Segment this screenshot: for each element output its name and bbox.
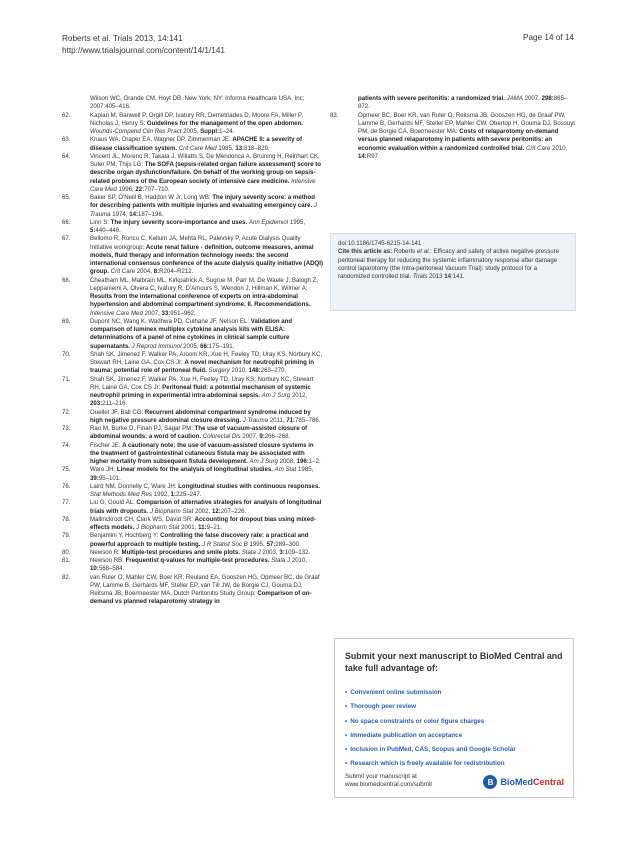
reference-text: Opmeer BC, Boer KR, van Ruler O, Reitsma JB, Gooszen HG, de Graaf PW, Lamme B, Gerhards MF, Steller EP, Mahler CW, Obertop H, Gouma DJ, Bossuyt PM, de Borgie CA, Boermeester MA: Costs of relaparotomy on-demand versus planned relaparotomy in patients with severe peritonitis: an economic evaluation within a randomized controlled trial. Crit Care 2010, 14:R97. — [358, 111, 575, 160]
reference-item — [62, 557, 324, 574]
reference-item — [62, 574, 324, 607]
reference-number: 82. — [62, 573, 71, 581]
reference-number: 69. — [62, 317, 71, 325]
reference-number: 81. — [62, 557, 71, 564]
reference-item — [62, 219, 324, 236]
reference-number: 80. — [62, 548, 71, 556]
reference-text: Vincent JL, Moreno R, Takala J, Willatts S, De Mendonca A, Bruining H, Reinhart CK, Suter PM, Thijs LG: The SOFA (sepsis-related organ failure assessment) score to describe organ dysfunction/failure. On behalf of the working group on sepsis-related problems of the European society of intensive care medicine. Intensive Care Med 1996, 22:707–710. — [90, 152, 321, 193]
reference-item — [330, 112, 578, 162]
reference-text: Fischer JE: A cautionary note: the use of vacuum-assisted closure systems in the treatment of gastrointestinal cutaneous fistula may be associated with higher mortality from subsequent fistula development. Am J Surg 2008, 196:1–2. — [90, 441, 321, 465]
biomed-central-logo — [483, 775, 564, 789]
reference-item — [62, 351, 324, 376]
references-right-column — [330, 95, 578, 161]
reference-number: 71. — [62, 375, 71, 383]
reference-text: Ouellet JF, Ball CG: Recurrent abdominal compartment syndrome induced by high negative pressure abdominal closure dressing. J Trauma 2011, 71:785–786. — [90, 408, 321, 424]
reference-number: 79. — [62, 532, 71, 540]
citation-box — [330, 233, 576, 311]
reference-item — [62, 112, 324, 137]
promo-benefit-item: • Convenient online submission — [345, 686, 516, 700]
reference-text: Ware JH: Linear models for the analysis of longitudinal studies. Am Stat 1985, 39:95–101. — [90, 466, 314, 482]
reference-text: Shah SK, Jimenez F, Walker PA, Xue H, Feeley TD, Uray KS, Norbury KC, Stewart RH, Laine GA, Cox CS Jr: Peritoneal fluid: a potential mechanism of systemic neutrophil priming in experimental intra-abdominal sepsis. Am J Surg 2012, 203:211–216. — [90, 375, 314, 408]
reference-item — [330, 95, 578, 112]
reference-item — [62, 318, 324, 351]
promo-benefit-item: • Immediate publication on acceptance — [345, 729, 516, 743]
reference-number: 73. — [62, 425, 71, 432]
reference-text: Mallinckrodt CH, Clark WS, David SR: Accounting for dropout bias using mixed-effects models. J Biopharm Stat 2001, 11:9–21. — [90, 515, 316, 531]
reference-number: 62. — [62, 111, 71, 119]
reference-number: 64. — [62, 152, 71, 160]
reference-text: Bellomo R, Ronco C, Kellum JA, Mehta RL, Palevsky P, Acute Dialysis Quality Initiative workgroup: Acute renal failure - definition, outcome measures, animal models, fluid therapy and information technology needs: the second international consensus conference of the acute dialysis quality initiative (ADQI) group. Crit Care 2004, 8:R204–R212. — [90, 235, 323, 276]
reference-number: 66. — [62, 218, 71, 226]
promo-footer-line1: Submit your manuscript at — [345, 773, 417, 780]
page-header — [62, 33, 225, 57]
logo-accent: Central — [532, 777, 564, 787]
logo-main: BioMed — [500, 777, 533, 787]
reference-text: Benjamini Y, Hochberg Y: Controlling the false discovery rate: a practical and powerful approach to multiple testing. J R Statist Soc B 1995, 57:289–300. — [90, 532, 309, 548]
header-citation: Roberts et al. Trials 2013, 14:141 — [62, 34, 183, 43]
promo-benefit-item: • No space constraints or color figure charges — [345, 715, 516, 729]
reference-text: Shah SK, Jimenez F, Walker PA, Aroom KR, Xue H, Feeley TD, Uray KS, Norbury KC, Stewart RH, Laine GA, Cox CS Jr: A novel mechanism for neutrophil priming in trauma: potential role of peritoneal fluid. Surgery 2010, 148:263–270. — [90, 350, 323, 375]
promo-title: Submit your next manuscript to BioMed Central and take full advantage of: — [345, 651, 563, 673]
reference-number: 70. — [62, 350, 71, 358]
reference-number: 76. — [62, 482, 71, 490]
reference-text: Wilson WC, Grande CM, Hoyt DB. New York, NY: Informa Healthcare USA, Inc; 2007:405–416. — [90, 95, 305, 111]
reference-item — [62, 95, 324, 112]
biomed-promo-box — [334, 638, 574, 798]
reference-item — [62, 277, 324, 318]
promo-benefit-item: • Thorough peer review — [345, 700, 516, 714]
header-url[interactable]: http://www.trialsjournal.com/content/14/1/141 — [62, 46, 225, 55]
page-number: Page 14 of 14 — [523, 33, 574, 42]
doi-text[interactable]: doi:10.1186/1745-6215-14-141 — [338, 240, 422, 247]
promo-benefits-list — [345, 686, 516, 772]
reference-number: 74. — [62, 441, 71, 449]
references-left-column — [62, 95, 324, 607]
promo-benefit-item: • Research which is freely available for redistribution — [345, 757, 516, 771]
reference-text: Cheatham ML, Malbrain ML, Kirkpatrick A, Sugrue M, Parr M, De Waele J, Balogh Z, Leppaniemi A, Olvera C, Ivatury R, D'Amours S, Wendon J, Hillman K, Wilmer A: Results from the international conference of experts on intra-abdominal hypertension and abdominal compartment syndrome. II. Recommendations. Intensive Care Med 2007, 33:951–962. — [90, 276, 319, 317]
reference-text: Dupont NC, Wang K, Wadhwa PD, Culhane JF, Nelson EL: Validation and comparison of luminex multiplex cytokine analysis kits with ELISA: determinations of a panel of nine cytokines in clinical sample culture supernatants. J Reprod Immunol 2005, 66:175–191. — [90, 317, 293, 350]
reference-number: 63. — [62, 136, 71, 144]
cite-text: Cite this article as: Roberts et al.: Efficacy and safety of active negative pressure peritoneal therapy for reducing the systemic inflammatory response after damage control laparotomy (the Intra-peritoneal Vacuum Trial): study protocol for a randomized controlled trial. Trials 2013 14:141. — [338, 248, 560, 280]
promo-footer — [345, 773, 432, 790]
reference-number: 68. — [62, 276, 71, 284]
reference-text: Linn S: The injury severity score-importance and uses. Ann Epidemiol 1995, 5:440–446. — [90, 218, 306, 234]
reference-number: 67. — [62, 235, 71, 243]
reference-item — [62, 442, 324, 467]
reference-item — [62, 549, 324, 557]
reference-item — [62, 532, 324, 549]
reference-item — [62, 235, 324, 276]
reference-item — [62, 153, 324, 194]
reference-item — [62, 409, 324, 426]
reference-text: patients with severe peritonitis: a randomized trial. JAMA 2007, 298:865–872. — [358, 95, 568, 111]
reference-item — [62, 425, 324, 442]
reference-text: Baker SP, O'Neill B, Haddon W Jr, Long WB: The injury severity score: a method for describing patients with multiple injuries and evaluating emergency care. J Trauma 1974, 14:187–196. — [90, 194, 317, 218]
reference-number: 65. — [62, 194, 71, 201]
reference-text: Rao M, Burke D, Finan PJ, Sagar PM: The use of vacuum-assisted closure of abdominal wounds: a word of caution. Colorectal Dis 2007, 9:266–268. — [90, 425, 308, 441]
reference-text: Laird NM, Donnelly C, Ware JH: Longitudinal studies with continuous responses. Stat Methods Med Res 1992, 1:225–247. — [90, 482, 321, 498]
reference-text: Liu G, Gould AL: Comparison of alternative strategies for analysis of longitudinal trials with dropouts. J Biopharm Stat 2002, 12:207–226. — [90, 499, 322, 515]
reference-text: van Ruler O, Mahler CW, Boer KR, Reuland EA, Gooszen HG, Opmeer BC, de Graaf PW, Lamme B, Gerhards MF, Steller EP, van Till JW, de Borgie CJ, Gouma DJ, Reitsma JB, Boermeester MA, Dutch Peritonitis Study Group: Comparison of on-demand vs planned relaparotomy strategy in — [90, 573, 320, 606]
reference-item — [62, 376, 324, 409]
reference-number: 72. — [62, 408, 71, 416]
reference-number: 77. — [62, 499, 71, 507]
promo-benefit-item: • Inclusion in PubMed, CAS, Scopus and Google Scholar — [345, 743, 516, 757]
reference-item — [62, 499, 324, 516]
reference-text: Newson R: Multiple-test procedures and smile plots. Stata J 2003, 3:109–132. — [90, 548, 311, 556]
reference-number: 83. — [330, 111, 339, 119]
reference-text: Newson RB: Frequentist q-values for multiple-test procedures. Stata J 2010, 10:568–584. — [90, 557, 308, 573]
reference-text: Kaplan M, Banwell P, Orgill DP, Ivatury RR, Demetriades D, Moore FA, Miller P, Nicholas J, Henry S: Guidelines for the management of the open abdomen. Wounds-Compend Clin Res Pract 2005, Suppl:1–24. — [90, 111, 304, 135]
promo-submit-link[interactable]: www.biomedcentral.com/submit — [345, 781, 432, 789]
biomed-logo-icon: B — [483, 775, 497, 789]
reference-item — [62, 483, 324, 500]
reference-item — [62, 516, 324, 533]
reference-text: Knaus WA, Draper EA, Wagner DP, Zimmerman JE: APACHE II: a severity of disease classification system. Crit Care Med 1985, 13:818–829. — [90, 136, 302, 152]
logo-text — [500, 777, 564, 787]
reference-item — [62, 466, 324, 483]
reference-number: 78. — [62, 515, 71, 523]
reference-number: 75. — [62, 466, 71, 474]
reference-item — [62, 136, 324, 153]
reference-item — [62, 194, 324, 219]
